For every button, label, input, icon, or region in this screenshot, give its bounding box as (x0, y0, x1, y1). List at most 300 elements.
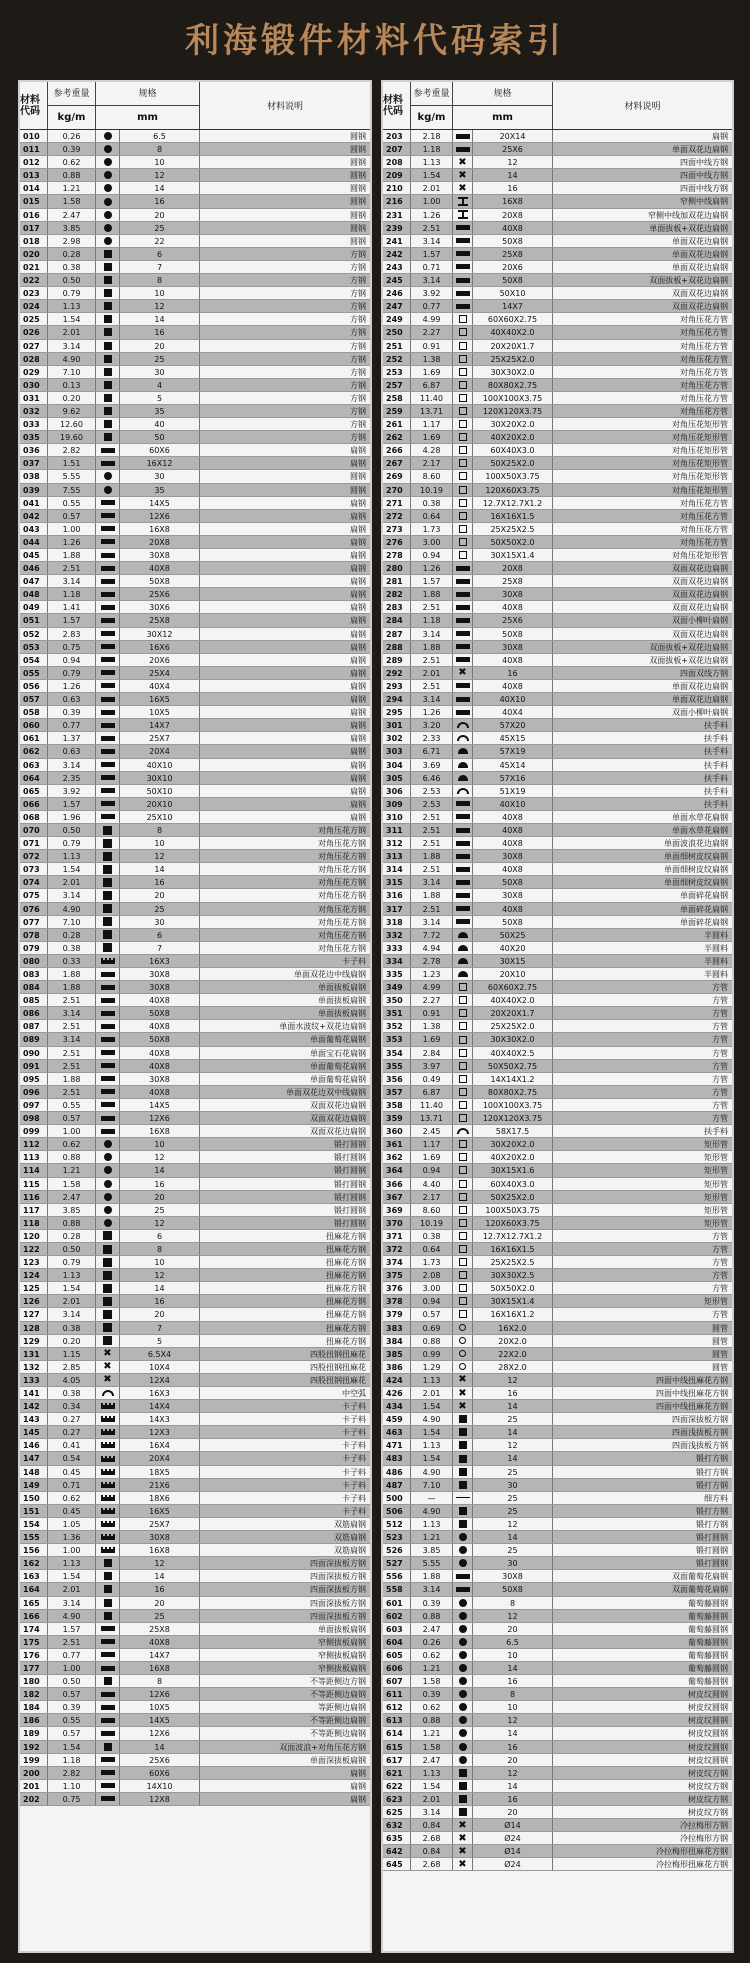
table-row (20, 1793, 370, 1806)
cell-shape (453, 588, 473, 600)
cell-weight: 1.18 (411, 614, 453, 626)
cell-weight: 3.14 (411, 916, 453, 928)
cell-desc: 扁钢 (350, 590, 366, 600)
cell-weight: 7.10 (411, 1479, 453, 1491)
arc-icon (102, 1390, 114, 1396)
cell-shape (96, 929, 120, 941)
cell-shape (453, 811, 473, 823)
half-icon (458, 748, 468, 754)
cell-desc: 树皮纹方钢 (688, 1781, 728, 1791)
hollow-icon (459, 1219, 467, 1227)
cell-spec: 40X4 (120, 680, 200, 692)
cell-spec: 50X8 (473, 274, 553, 286)
cell-desc: 圆钢 (350, 210, 366, 220)
cell-weight: 0.55 (48, 497, 96, 509)
cell-spec: 30X8 (120, 1531, 200, 1543)
cell-code: 036 (20, 444, 48, 456)
cell-desc: 四面中线方钢 (680, 171, 728, 181)
cell-weight: 1.13 (48, 850, 96, 862)
cell-code: 606 (383, 1662, 411, 1674)
cell-weight: 2.51 (411, 837, 453, 849)
cell-shape (453, 1204, 473, 1216)
cell-weight: 0.64 (411, 1243, 453, 1255)
cell-weight: 2.47 (411, 1623, 453, 1635)
table-row (383, 588, 732, 601)
cell-shape (453, 1217, 473, 1229)
cell-weight: 2.27 (411, 994, 453, 1006)
cell-weight: 1.13 (411, 156, 453, 168)
circle-icon (104, 145, 112, 153)
cell-shape (453, 1230, 473, 1242)
cell-shape (453, 287, 473, 299)
cell-desc: 圆钢 (350, 197, 366, 207)
bar-icon (103, 930, 112, 939)
hollow-icon (459, 1049, 467, 1057)
cell-desc: 锻打圆钢 (696, 1559, 728, 1569)
wave-icon (101, 1495, 115, 1501)
table-row (383, 287, 732, 300)
table-row (383, 1597, 732, 1610)
cell-shape (96, 1466, 120, 1478)
cell-desc: 方管 (712, 1061, 728, 1071)
cell-weight: 2.51 (411, 654, 453, 666)
cell-spec: 25X25X2.0 (473, 1020, 553, 1032)
cell-weight: 2.45 (411, 1125, 453, 1137)
cell-weight: 1.13 (48, 1557, 96, 1569)
cell-code: 352 (383, 1020, 411, 1032)
cell-weight: 2.08 (411, 1269, 453, 1281)
table-row (383, 876, 732, 889)
cell-weight: 5.55 (411, 1557, 453, 1569)
cell-code: 041 (20, 497, 48, 509)
cell-spec: 30X20X2.0 (473, 1138, 553, 1150)
table-row (383, 719, 732, 732)
flat-icon (101, 592, 115, 597)
cell-spec: 12 (473, 1439, 553, 1451)
cell-desc: 双面双花边扁钢 (310, 1100, 366, 1110)
table-row (20, 1204, 370, 1217)
cell-code: 371 (383, 1230, 411, 1242)
cell-weight: 0.13 (48, 379, 96, 391)
cell-code: 156 (20, 1544, 48, 1556)
cell-weight: 4.90 (411, 1413, 453, 1425)
wave-icon (101, 1416, 115, 1422)
flat-icon (456, 291, 470, 296)
cell-desc: 对角压花方钢 (318, 852, 366, 862)
table-row (20, 130, 370, 143)
cell-weight: 1.26 (48, 680, 96, 692)
cell-spec: 25 (120, 222, 200, 234)
table-row (383, 785, 732, 798)
arc-icon (457, 722, 469, 728)
cell-desc: 对角压花矩形管 (672, 551, 728, 560)
cell-code: 070 (20, 824, 48, 836)
cell-weight: 0.62 (48, 1492, 96, 1504)
table-header (383, 82, 732, 130)
table-row (20, 628, 370, 641)
cell-weight: 1.57 (411, 575, 453, 587)
cell-shape (96, 745, 120, 757)
square-icon (459, 1468, 467, 1476)
cell-code: 049 (20, 601, 48, 613)
flat-icon (101, 1770, 115, 1775)
table-row (20, 1597, 370, 1610)
flat-icon (101, 605, 115, 610)
cell-spec: 30X8 (473, 1570, 553, 1582)
cell-shape (453, 484, 473, 496)
cell-code: 385 (383, 1348, 411, 1360)
cell-code: 175 (20, 1636, 48, 1648)
table-row (383, 1531, 732, 1544)
cell-shape (96, 1191, 120, 1203)
cell-spec: 12X6 (120, 1112, 200, 1124)
cell-code: 246 (383, 287, 411, 299)
cell-code: 632 (383, 1819, 411, 1831)
flat-icon (101, 1626, 115, 1631)
cell-code: 305 (383, 772, 411, 784)
circle-icon (104, 1166, 112, 1174)
hollow-icon (459, 1258, 467, 1266)
cell-weight: 2.17 (411, 457, 453, 469)
cell-shape (96, 1138, 120, 1150)
table-row (20, 353, 370, 366)
cell-spec: 14 (473, 1400, 553, 1412)
cell-desc: 矩形管 (704, 1218, 728, 1228)
hollow-icon (459, 1193, 467, 1201)
cell-spec: 20X20X1.7 (473, 1007, 553, 1019)
cross-icon: ✖ (458, 1832, 467, 1844)
cell-desc: 单面拔板扁钢 (318, 1009, 366, 1019)
cell-code: 278 (383, 549, 411, 561)
table-row (20, 1047, 370, 1060)
cell-spec: 10X5 (120, 706, 200, 718)
cell-spec: 40X40X2.5 (473, 1047, 553, 1059)
cell-weight: 0.38 (48, 1322, 96, 1334)
cell-shape (453, 392, 473, 404)
cell-shape (96, 824, 120, 836)
cell-weight: 0.63 (48, 693, 96, 705)
cell-code: 055 (20, 667, 48, 679)
table-row (20, 1374, 370, 1387)
cell-spec: 12 (473, 1767, 553, 1779)
cell-spec: 40 (120, 418, 200, 430)
cell-shape (453, 575, 473, 587)
cell-weight: 19.60 (48, 431, 96, 443)
cell-shape (96, 274, 120, 286)
cell-code: 216 (383, 195, 411, 207)
cell-shape (453, 1387, 473, 1399)
cross-icon: ✖ (103, 1374, 112, 1386)
cell-spec: 22 (120, 235, 200, 247)
hollow-icon (459, 1206, 467, 1214)
cell-desc: 四面深拔板方钢 (672, 1415, 728, 1425)
flat-icon (101, 1796, 115, 1801)
table-row (383, 981, 732, 994)
cell-weight: 1.88 (411, 1570, 453, 1582)
cell-weight: 0.77 (48, 719, 96, 731)
header-spec (96, 82, 200, 129)
cell-weight: 1.00 (48, 1125, 96, 1137)
bar-icon (103, 852, 112, 861)
cell-shape (96, 300, 120, 312)
cell-shape (453, 1492, 473, 1504)
cell-weight: 0.71 (48, 1479, 96, 1491)
cell-weight: 0.38 (48, 1387, 96, 1399)
flat-icon (456, 134, 470, 139)
cell-spec: 10 (473, 1701, 553, 1713)
cell-weight: 1.00 (411, 195, 453, 207)
cell-code: 165 (20, 1597, 48, 1609)
cell-weight: 0.39 (411, 1688, 453, 1700)
cell-desc: 双筋扁钢 (334, 1519, 366, 1529)
cell-shape (453, 1151, 473, 1163)
flat-icon (101, 749, 115, 754)
cross-icon: ✖ (458, 1387, 467, 1399)
cell-desc: 树皮纹圆钢 (688, 1742, 728, 1752)
cell-spec: 16 (120, 876, 200, 888)
table-row (20, 1335, 370, 1348)
cell-code: 115 (20, 1178, 48, 1190)
cell-spec: 50X8 (120, 1007, 200, 1019)
table-row (383, 1544, 732, 1557)
cell-desc: 对角压花方钢 (318, 878, 366, 888)
cell-shape (453, 628, 473, 640)
cell-spec: 45X15 (473, 732, 553, 744)
cell-shape (453, 1570, 473, 1582)
cell-shape (96, 444, 120, 456)
table-row (20, 785, 370, 798)
table-row (383, 614, 732, 627)
flat-icon (101, 972, 115, 977)
cell-code: 184 (20, 1701, 48, 1713)
cell-spec: 20X6 (120, 654, 200, 666)
circle-icon (459, 1664, 467, 1672)
table-row (383, 929, 732, 942)
cell-weight: 2.51 (48, 1020, 96, 1032)
cell-code: 316 (383, 889, 411, 901)
cell-desc: 方钢 (350, 328, 366, 338)
cell-code: 426 (383, 1387, 411, 1399)
cell-shape (453, 1413, 473, 1425)
cell-desc: 方钢 (350, 406, 366, 416)
cell-spec: 60X6 (120, 1767, 200, 1779)
cell-weight: 0.62 (411, 1701, 453, 1713)
cell-shape (453, 1466, 473, 1478)
cell-desc: 对角压花矩形管 (672, 459, 728, 469)
cell-weight: 2.51 (411, 222, 453, 234)
table-row (20, 745, 370, 758)
cell-shape (96, 366, 120, 378)
table-row (383, 601, 732, 614)
cell-weight: 0.45 (48, 1466, 96, 1478)
cell-code: 386 (383, 1361, 411, 1373)
cell-spec: 12 (120, 300, 200, 312)
cell-code: 271 (383, 497, 411, 509)
cell-weight: 0.33 (48, 955, 96, 967)
flat-icon (101, 1705, 115, 1710)
cell-desc: 扁钢 (350, 655, 366, 665)
flat-icon (456, 867, 470, 872)
cell-shape (96, 431, 120, 443)
table-row (20, 850, 370, 863)
cell-shape (453, 300, 473, 312)
cell-shape (453, 169, 473, 181)
square-icon (104, 1559, 112, 1567)
cell-desc: 单面水草花扁钢 (672, 825, 728, 835)
cell-code: 118 (20, 1217, 48, 1229)
flat-icon (456, 644, 470, 649)
cell-shape (96, 1531, 120, 1543)
cell-weight: 2.51 (411, 811, 453, 823)
flat-icon (101, 814, 115, 819)
cell-desc: 扁钢 (350, 1768, 366, 1778)
table-row (20, 1125, 370, 1138)
circle-icon (459, 1690, 467, 1698)
flat-icon (101, 1089, 115, 1094)
cell-spec: 40X20 (473, 942, 553, 954)
cell-shape (453, 1374, 473, 1386)
cell-shape (453, 1439, 473, 1451)
cell-spec: 16X3 (120, 1387, 200, 1399)
table-row (20, 955, 370, 968)
table-row (383, 536, 732, 549)
table-row (383, 1125, 732, 1138)
cell-shape (96, 1675, 120, 1687)
cell-desc: 单面双花边扁钢 (672, 145, 728, 155)
square-icon (459, 1481, 467, 1489)
cell-spec: 25 (473, 1544, 553, 1556)
cell-shape (453, 1858, 473, 1870)
cell-weight: 2.85 (48, 1361, 96, 1373)
circle-icon (459, 1651, 467, 1659)
cell-desc: 单面拔板+双花边扁钢 (649, 223, 728, 233)
cell-weight: 0.84 (411, 1845, 453, 1857)
cell-spec: 12 (473, 1610, 553, 1622)
cell-code: 378 (383, 1295, 411, 1307)
cell-shape (96, 1204, 120, 1216)
cell-code: 095 (20, 1073, 48, 1085)
cell-shape (96, 484, 120, 496)
cell-code: 031 (20, 392, 48, 404)
cell-desc: 对角压花方管 (680, 511, 728, 521)
flat-icon (456, 618, 470, 623)
header-weight-unit: kg/m (417, 111, 446, 123)
cell-desc: 扁钢 (350, 498, 366, 508)
cell-spec: 16 (473, 667, 553, 679)
table-row (20, 235, 370, 248)
cell-weight: 1.29 (411, 1361, 453, 1373)
cell-code: 506 (383, 1505, 411, 1517)
cell-weight: 0.88 (48, 169, 96, 181)
cell-weight: 0.38 (411, 497, 453, 509)
cell-desc: 对角压花方钢 (318, 943, 366, 953)
cell-weight: 9.62 (48, 405, 96, 417)
cell-desc: 圆管 (712, 1362, 728, 1372)
cell-code: 025 (20, 313, 48, 325)
table-row (383, 1073, 732, 1086)
hollow-icon (459, 368, 467, 376)
cell-weight: 1.13 (411, 1767, 453, 1779)
cell-shape (96, 1479, 120, 1491)
cell-code: 252 (383, 353, 411, 365)
cell-desc: 不等距侧边扁钢 (310, 1716, 366, 1726)
cell-shape (453, 1348, 473, 1360)
cell-code: 372 (383, 1243, 411, 1255)
cell-code: 166 (20, 1610, 48, 1622)
cell-shape (96, 209, 120, 221)
cell-weight: 1.88 (411, 641, 453, 653)
cell-shape (96, 1164, 120, 1176)
square-icon (104, 1743, 112, 1751)
flat-icon (101, 539, 115, 544)
bar-icon (103, 943, 112, 952)
table-row (20, 1557, 370, 1570)
cell-code: 180 (20, 1675, 48, 1687)
cell-desc: 单面拔板扁钢 (318, 1624, 366, 1634)
cell-spec: 16X8 (120, 1662, 200, 1674)
table-row (383, 1754, 732, 1767)
cell-weight: 0.27 (48, 1426, 96, 1438)
cell-desc: 单面碎花扁钢 (680, 891, 728, 901)
cell-shape (96, 130, 120, 142)
table-row (383, 562, 732, 575)
cell-desc: 细方料 (704, 1493, 728, 1503)
table-row (20, 1007, 370, 1020)
cell-code: 029 (20, 366, 48, 378)
cell-code: 353 (383, 1033, 411, 1045)
cell-spec: 22X2.0 (473, 1348, 553, 1360)
cell-code: 374 (383, 1256, 411, 1268)
cell-desc: 矩形管 (704, 1205, 728, 1215)
hollow-icon (459, 1245, 467, 1253)
cell-desc: 矩形管 (704, 1192, 728, 1202)
cell-spec: 100X50X3.75 (473, 1204, 553, 1216)
cell-code: 148 (20, 1466, 48, 1478)
cell-spec: 16X5 (120, 1505, 200, 1517)
cell-weight: 6.87 (411, 379, 453, 391)
flat-icon (101, 1718, 115, 1723)
cell-shape (96, 1308, 120, 1320)
cell-spec: 100X100X3.75 (473, 1099, 553, 1111)
cell-weight: 2.47 (48, 209, 96, 221)
page-title: 利海锻件材料代码索引 (185, 21, 565, 61)
cell-code: 362 (383, 1151, 411, 1163)
cell-desc: 方管 (712, 1231, 728, 1241)
cell-weight: 1.13 (48, 300, 96, 312)
square-icon (104, 263, 112, 271)
flat-icon (456, 919, 470, 924)
table-row (383, 1806, 732, 1819)
flat-icon (456, 579, 470, 584)
cell-weight: 12.60 (48, 418, 96, 430)
cell-spec: 18X5 (120, 1466, 200, 1478)
table-row (20, 418, 370, 431)
table-row (20, 693, 370, 706)
cell-code: 294 (383, 693, 411, 705)
cell-spec: 10 (120, 156, 200, 168)
cell-spec: 30X10 (120, 772, 200, 784)
cell-code: 383 (383, 1322, 411, 1334)
bar-icon (103, 904, 112, 913)
cell-desc: 双面双花边扁钢 (672, 564, 728, 574)
cell-desc: 单面双花边扁钢 (672, 695, 728, 705)
table-row (383, 457, 732, 470)
cell-spec: 8 (120, 1675, 200, 1687)
cell-spec: 30X30X2.5 (473, 1269, 553, 1281)
ring-icon (459, 1324, 466, 1331)
cell-spec: 50X8 (473, 235, 553, 247)
table-row (383, 1675, 732, 1688)
